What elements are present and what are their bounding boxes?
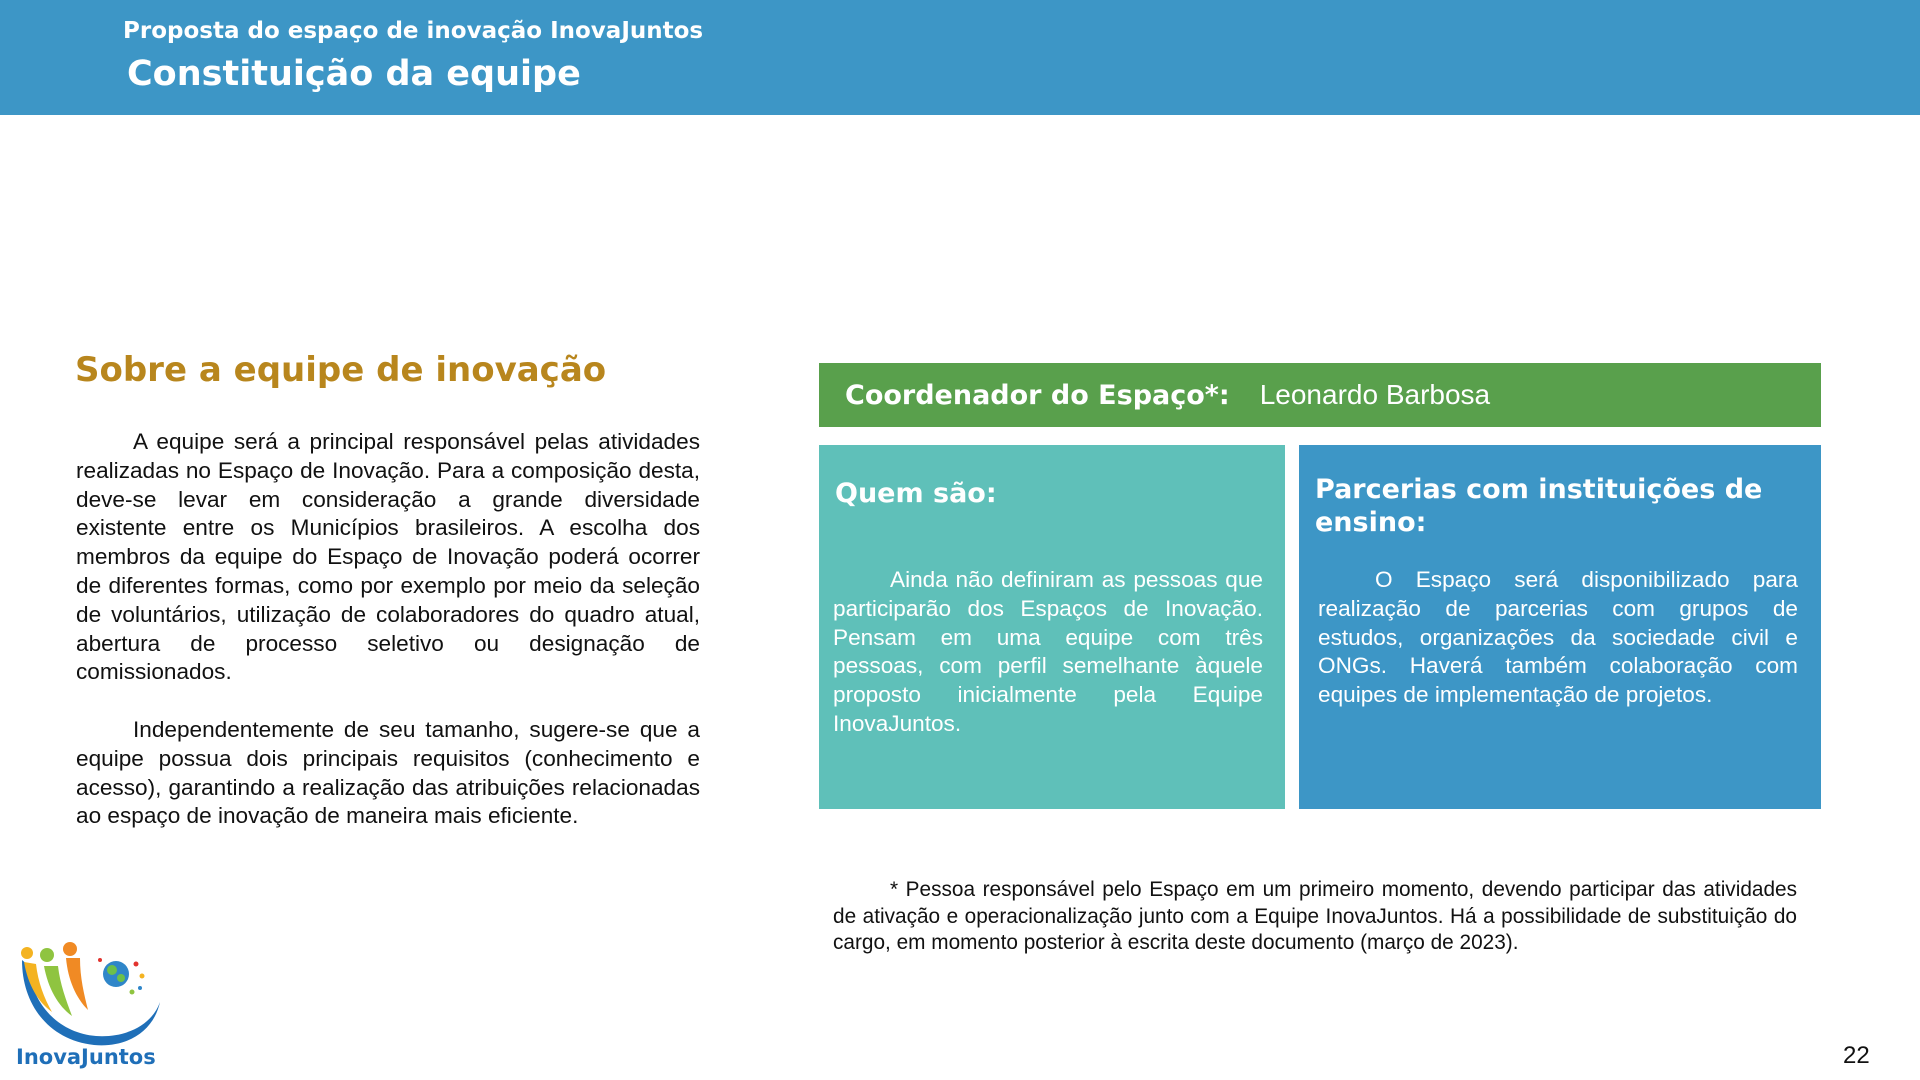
- card-parcerias-title: Parcerias com instituições de ensino:: [1315, 474, 1763, 538]
- card-quem-sao: [819, 445, 1285, 809]
- coordinator-bar: [819, 363, 1821, 427]
- inovajuntos-logo-text: InovaJuntos: [16, 1045, 156, 1069]
- page-number: 22: [1843, 1042, 1870, 1069]
- card-quem-sao-text: Ainda não definiram as pessoas que participarão dos Espaços de Inovação. Pensam em uma equipe com três pessoas, com perfil semelhante àquele proposto inicialmente pela Equipe InovaJuntos.: [833, 567, 1263, 736]
- header-banner: [0, 0, 1920, 115]
- team-description: [76, 428, 700, 831]
- team-paragraph-1: A equipe será a principal responsável pelas atividades realizadas no Espaço de Inovação. Para a composição desta, deve-se levar em consideração a grande diversidade existente entre os Municípios brasileiros. A escolha dos membros da equipe do Espaço de Inovação poderá ocorrer de diferentes formas, como por exemplo por meio da seleção de voluntários, utilização de colaboradores do quadro atual, abertura de processo seletivo ou designação de comissionados.: [76, 429, 700, 685]
- card-parcerias: [1299, 445, 1821, 809]
- inovajuntos-logo-icon: [14, 940, 164, 1070]
- team-paragraph-2: Independentemente de seu tamanho, sugere-se que a equipe possua dois principais requisitos (conhecimento e acesso), garantindo a realização das atribuições relacionadas ao espaço de inovação de maneira mais eficiente.: [76, 716, 700, 829]
- footnote: * Pessoa responsável pelo Espaço em um primeiro momento, devendo participar das atividades de ativação e operacionalização junto com a Equipe InovaJuntos. Há a possibilidade de substituição do cargo, em momento posterior à escrita deste documento (março de 2023).: [833, 878, 1797, 954]
- card-quem-sao-title: Quem são:: [835, 478, 997, 509]
- section-heading: Sobre a equipe de inovação: [75, 350, 607, 390]
- coordinator-label: Coordenador do Espaço*:: [845, 379, 1230, 411]
- coordinator-name: Leonardo Barbosa: [1259, 379, 1491, 410]
- header-subtitle: Proposta do espaço de inovação InovaJuntos: [123, 18, 704, 44]
- page-title: Constituição da equipe: [127, 54, 581, 94]
- card-parcerias-text: O Espaço será disponibilizado para realização de parcerias com grupos de estudos, organizações da sociedade civil e ONGs. Haverá também colaboração com equipes de implementação de projetos.: [1318, 567, 1798, 708]
